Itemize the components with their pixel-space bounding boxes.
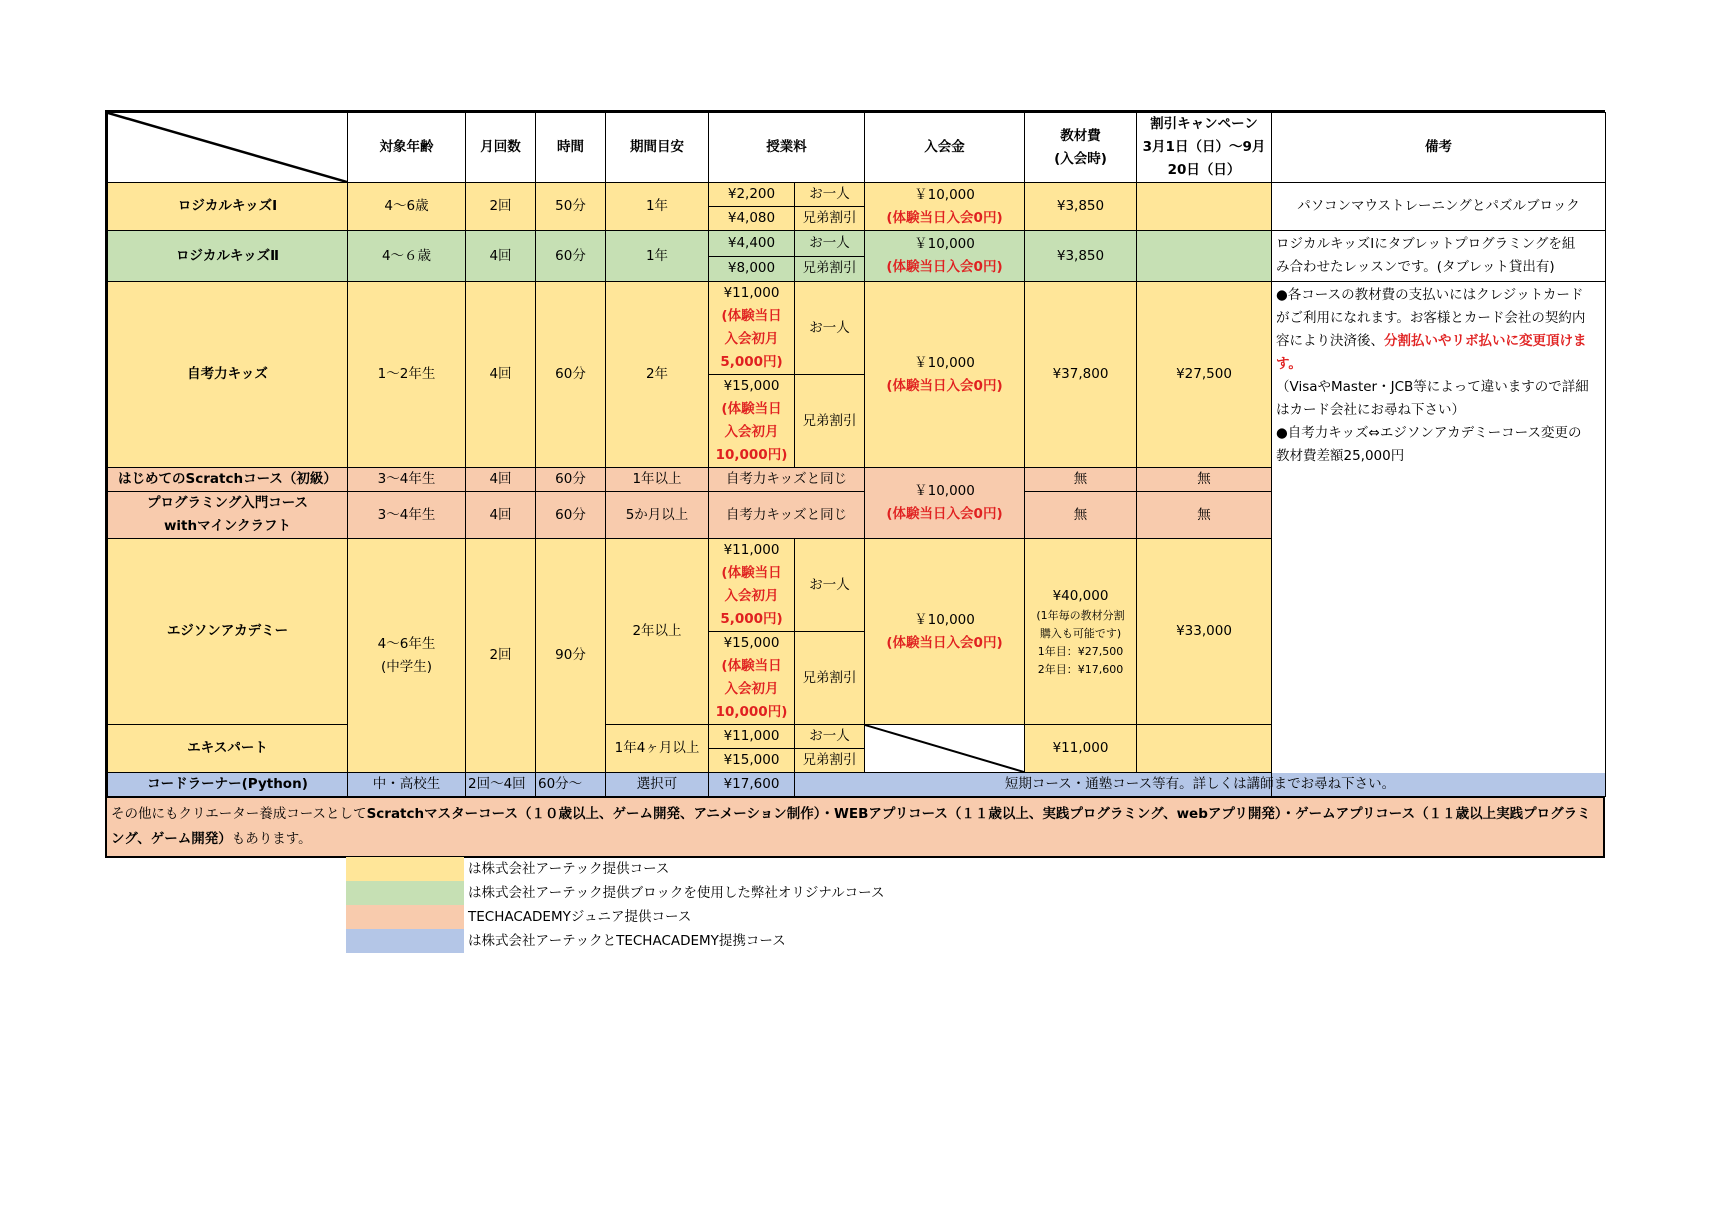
admission-note: (体験当日入会0円) bbox=[886, 634, 1003, 651]
campaign-cell: ¥33,000 bbox=[1137, 539, 1272, 725]
trial-note: 10,000円) bbox=[715, 447, 788, 463]
material-cell: ¥37,800 bbox=[1025, 282, 1137, 468]
fee-sibling: ¥8,000 bbox=[709, 256, 795, 282]
campaign-cell: ¥27,500 bbox=[1137, 282, 1272, 468]
times-cell: 4回 bbox=[466, 231, 536, 282]
course-name: はじめてのScratchコース（初級） bbox=[108, 468, 348, 492]
course-name: エジソンアカデミー bbox=[108, 539, 348, 725]
footer-text: もあります。 bbox=[231, 831, 312, 847]
age-cell: 3～4年生 bbox=[348, 492, 466, 539]
fee-amount: ¥11,000 bbox=[723, 542, 780, 558]
remarks-cell: パソコンマウストレーニングとパズルブロック bbox=[1272, 183, 1606, 231]
legend-label: TECHACADEMYジュニア提供コース bbox=[468, 909, 692, 925]
remarks-cell bbox=[1272, 231, 1606, 282]
course-name: コードラーナー(Python) bbox=[108, 773, 348, 797]
header-times: 月回数 bbox=[466, 113, 536, 183]
header-period: 期間目安 bbox=[606, 113, 709, 183]
admission-note: (体験当日入会0円) bbox=[886, 377, 1003, 394]
admission-note: (体験当日入会0円) bbox=[886, 506, 1003, 522]
fee-single: ¥2,200 bbox=[709, 183, 795, 207]
material-cell bbox=[1025, 539, 1137, 725]
header-row bbox=[108, 113, 1606, 183]
admission-fee: ￥10,000 bbox=[914, 354, 975, 371]
age-cell: 4～６歳 bbox=[348, 231, 466, 282]
material-note: 1年目：¥27,500 bbox=[1037, 644, 1124, 658]
header-material bbox=[1025, 113, 1137, 183]
header-material-line2: (入会時) bbox=[1054, 150, 1107, 167]
fee-cell: ¥17,600 bbox=[709, 773, 795, 797]
period-cell: 1年以上 bbox=[606, 468, 709, 492]
footer-text: その他にもクリエーター養成コースとして bbox=[111, 806, 367, 822]
fee-single: ¥11,000 bbox=[709, 725, 795, 749]
fee-single bbox=[709, 282, 795, 375]
row-coderunner bbox=[108, 773, 1606, 797]
course-name: エキスパート bbox=[108, 725, 348, 773]
age-cell: 4～6歳 bbox=[348, 183, 466, 231]
material-cell: 無 bbox=[1025, 492, 1137, 539]
material-note: 2年目：¥17,600 bbox=[1037, 662, 1124, 676]
fee-cell: 自考力キッズと同じ bbox=[709, 468, 865, 492]
legend-swatch bbox=[346, 881, 464, 905]
fee-amount: ¥15,000 bbox=[723, 378, 780, 394]
fee-single-label: お一人 bbox=[795, 183, 865, 207]
footer-courses: Scratchマスターコース（１０歳以上、ゲーム開発、アニメーション制作）・WEBアプリコース（１１歳以上、実践プログラミング、webアプリ開発）・ゲームアプリコース（１１歳以上実践プログラミング、ゲーム開発） bbox=[111, 806, 1591, 847]
admission-cell bbox=[865, 282, 1025, 468]
admission-fee: ￥10,000 bbox=[914, 186, 975, 203]
notes-line: ●各コースの教材費の支払いにはクレジットカード bbox=[1276, 287, 1584, 303]
trial-note: 10,000円) bbox=[715, 704, 788, 720]
fee-sibling-label: 兄弟割引 bbox=[795, 632, 865, 725]
course-name: ロジカルキッズⅡ bbox=[108, 231, 348, 282]
fee-sibling bbox=[709, 632, 795, 725]
admission-cell bbox=[865, 539, 1025, 725]
course-name bbox=[108, 492, 348, 539]
fee-single-label: お一人 bbox=[795, 725, 865, 749]
trial-note: (体験当日 bbox=[721, 401, 782, 417]
material-note: 購入も可能です) bbox=[1039, 626, 1122, 640]
admission-cell bbox=[865, 468, 1025, 539]
fee-sibling-label: 兄弟割引 bbox=[795, 256, 865, 282]
trial-note: (体験当日 bbox=[721, 658, 782, 674]
fee-sibling: ¥15,000 bbox=[709, 749, 795, 773]
remarks-line: み合わせたレッスンです。(タブレット貸出有) bbox=[1276, 259, 1555, 275]
fee-amount: ¥11,000 bbox=[723, 285, 780, 301]
duration-cell: 60分 bbox=[536, 468, 606, 492]
period-cell: 5か月以上 bbox=[606, 492, 709, 539]
admission-cell bbox=[865, 183, 1025, 231]
material-cell: ¥3,850 bbox=[1025, 183, 1137, 231]
campaign-cell bbox=[1137, 183, 1272, 231]
duration-cell: 60分～ bbox=[536, 773, 606, 797]
header-material-line1: 教材費 bbox=[1060, 127, 1101, 144]
admission-cell bbox=[865, 231, 1025, 282]
fee-single-label: お一人 bbox=[795, 282, 865, 375]
age-cell: 中・高校生 bbox=[348, 773, 466, 797]
header-campaign-line1: 割引キャンペーン bbox=[1150, 116, 1258, 132]
trial-note: 入会初月 bbox=[724, 424, 779, 440]
coderunner-note: 短期コース・通塾コース等有。詳しくは講師までお尋ね下さい。 bbox=[795, 773, 1606, 797]
header-remarks: 備考 bbox=[1272, 113, 1606, 183]
times-cell: 2回～4回 bbox=[466, 773, 536, 797]
period-cell: 2年以上 bbox=[606, 539, 709, 725]
material-amount: ¥40,000 bbox=[1052, 587, 1109, 604]
notes-emphasis: す。 bbox=[1276, 356, 1302, 372]
material-cell: ¥3,850 bbox=[1025, 231, 1137, 282]
admission-note: (体験当日入会0円) bbox=[886, 259, 1003, 275]
notes-line bbox=[1276, 330, 1601, 353]
age-line: 4～6年生 bbox=[377, 635, 436, 652]
admission-cell-empty bbox=[865, 725, 1025, 773]
trial-note: (体験当日 bbox=[721, 565, 782, 581]
fee-sibling-label: 兄弟割引 bbox=[795, 375, 865, 468]
times-cell: 2回 bbox=[466, 183, 536, 231]
notes-line: ●自考力キッズ⇔エジソンアカデミーコース変更の bbox=[1276, 425, 1582, 441]
trial-note: 入会初月 bbox=[724, 331, 779, 347]
notes-line: （VisaやMaster・JCB等によって違いますので詳細 bbox=[1276, 379, 1589, 395]
age-cell bbox=[348, 539, 466, 773]
notes-line: がご利用になれます。お客様とカード会社の契約内 bbox=[1276, 310, 1586, 326]
duration-cell: 60分 bbox=[536, 231, 606, 282]
header-admission: 入会金 bbox=[865, 113, 1025, 183]
header-campaign-line2: 3月1日（日）～9月 bbox=[1142, 139, 1266, 155]
fee-sibling-label: 兄弟割引 bbox=[795, 207, 865, 231]
price-sheet bbox=[105, 110, 1605, 858]
admission-fee: ￥10,000 bbox=[914, 611, 975, 628]
material-cell: 無 bbox=[1025, 468, 1137, 492]
notes-cell bbox=[1272, 282, 1606, 797]
row-logical1 bbox=[108, 183, 1606, 207]
campaign-cell bbox=[1137, 231, 1272, 282]
fee-cell: 自考力キッズと同じ bbox=[709, 492, 865, 539]
age-cell: 1～2年生 bbox=[348, 282, 466, 468]
remarks-line: ロジカルキッズⅠにタブレットプログラミングを組 bbox=[1276, 236, 1576, 252]
duration-cell: 60分 bbox=[536, 492, 606, 539]
period-cell: 1年 bbox=[606, 183, 709, 231]
legend-label: は株式会社アーテック提供ブロックを使用した弊社オリジナルコース bbox=[468, 885, 885, 901]
header-campaign bbox=[1137, 113, 1272, 183]
campaign-cell: 無 bbox=[1137, 492, 1272, 539]
header-duration: 時間 bbox=[536, 113, 606, 183]
legend-swatch bbox=[346, 929, 464, 953]
times-cell: 2回 bbox=[466, 539, 536, 773]
row-logical2 bbox=[108, 231, 1606, 257]
fee-single: ¥4,400 bbox=[709, 231, 795, 257]
legend-swatch bbox=[346, 857, 464, 881]
duration-cell: 90分 bbox=[536, 539, 606, 773]
notes-emphasis: 分割払いやリボ払いに変更頂けま bbox=[1384, 333, 1587, 349]
times-cell: 4回 bbox=[466, 492, 536, 539]
admission-note: (体験当日入会0円) bbox=[886, 209, 1003, 226]
legend-label: は株式会社アーテックとTECHACADEMY提携コース bbox=[468, 933, 786, 949]
fee-amount: ¥15,000 bbox=[723, 635, 780, 651]
notes-line: はカード会社にお尋ね下さい） bbox=[1276, 402, 1465, 418]
fee-sibling bbox=[709, 375, 795, 468]
course-name-line: withマインクラフト bbox=[163, 518, 292, 534]
course-name: 自考力キッズ bbox=[108, 282, 348, 468]
row-jikoryoku bbox=[108, 282, 1606, 375]
course-name: ロジカルキッズⅠ bbox=[108, 183, 348, 231]
legend-label: は株式会社アーテック提供コース bbox=[468, 861, 670, 877]
fee-sibling-label: 兄弟割引 bbox=[795, 749, 865, 773]
trial-note: 5,000円) bbox=[720, 354, 783, 370]
period-cell: 1年 bbox=[606, 231, 709, 282]
duration-cell: 60分 bbox=[536, 282, 606, 468]
trial-note: 入会初月 bbox=[724, 588, 779, 604]
admission-fee: ￥10,000 bbox=[914, 236, 975, 252]
fee-single-label: お一人 bbox=[795, 539, 865, 632]
corner-diagonal bbox=[108, 113, 347, 182]
times-cell: 4回 bbox=[466, 468, 536, 492]
trial-note: (体験当日 bbox=[721, 308, 782, 324]
footer-note bbox=[107, 797, 1603, 856]
campaign-cell: 無 bbox=[1137, 468, 1272, 492]
campaign-cell bbox=[1137, 725, 1272, 773]
course-table bbox=[107, 112, 1606, 797]
fee-sibling: ¥4,080 bbox=[709, 207, 795, 231]
age-cell: 3～4年生 bbox=[348, 468, 466, 492]
duration-cell: 50分 bbox=[536, 183, 606, 231]
trial-note: 5,000円) bbox=[720, 611, 783, 627]
fee-single-label: お一人 bbox=[795, 231, 865, 257]
notes-text: 容により決済後、 bbox=[1276, 333, 1384, 349]
period-cell: 2年 bbox=[606, 282, 709, 468]
fee-single bbox=[709, 539, 795, 632]
legend-swatch bbox=[346, 905, 464, 929]
admission-fee: ￥10,000 bbox=[914, 483, 975, 499]
trial-note: 入会初月 bbox=[724, 681, 779, 697]
period-cell: 選択可 bbox=[606, 773, 709, 797]
material-note: (1年毎の教材分割 bbox=[1036, 608, 1125, 622]
times-cell: 4回 bbox=[466, 282, 536, 468]
header-tuition: 授業料 bbox=[709, 113, 865, 183]
notes-line: 教材費差額25,000円 bbox=[1276, 448, 1405, 464]
period-cell: 1年4ヶ月以上 bbox=[606, 725, 709, 773]
material-cell: ¥11,000 bbox=[1025, 725, 1137, 773]
age-line: (中学生) bbox=[380, 658, 433, 675]
header-age: 対象年齢 bbox=[348, 113, 466, 183]
header-campaign-line3: 20日（日） bbox=[1167, 162, 1241, 178]
course-name-line: プログラミング入門コース bbox=[146, 495, 309, 511]
admission-diagonal bbox=[865, 725, 1024, 772]
corner-cell bbox=[108, 113, 348, 183]
